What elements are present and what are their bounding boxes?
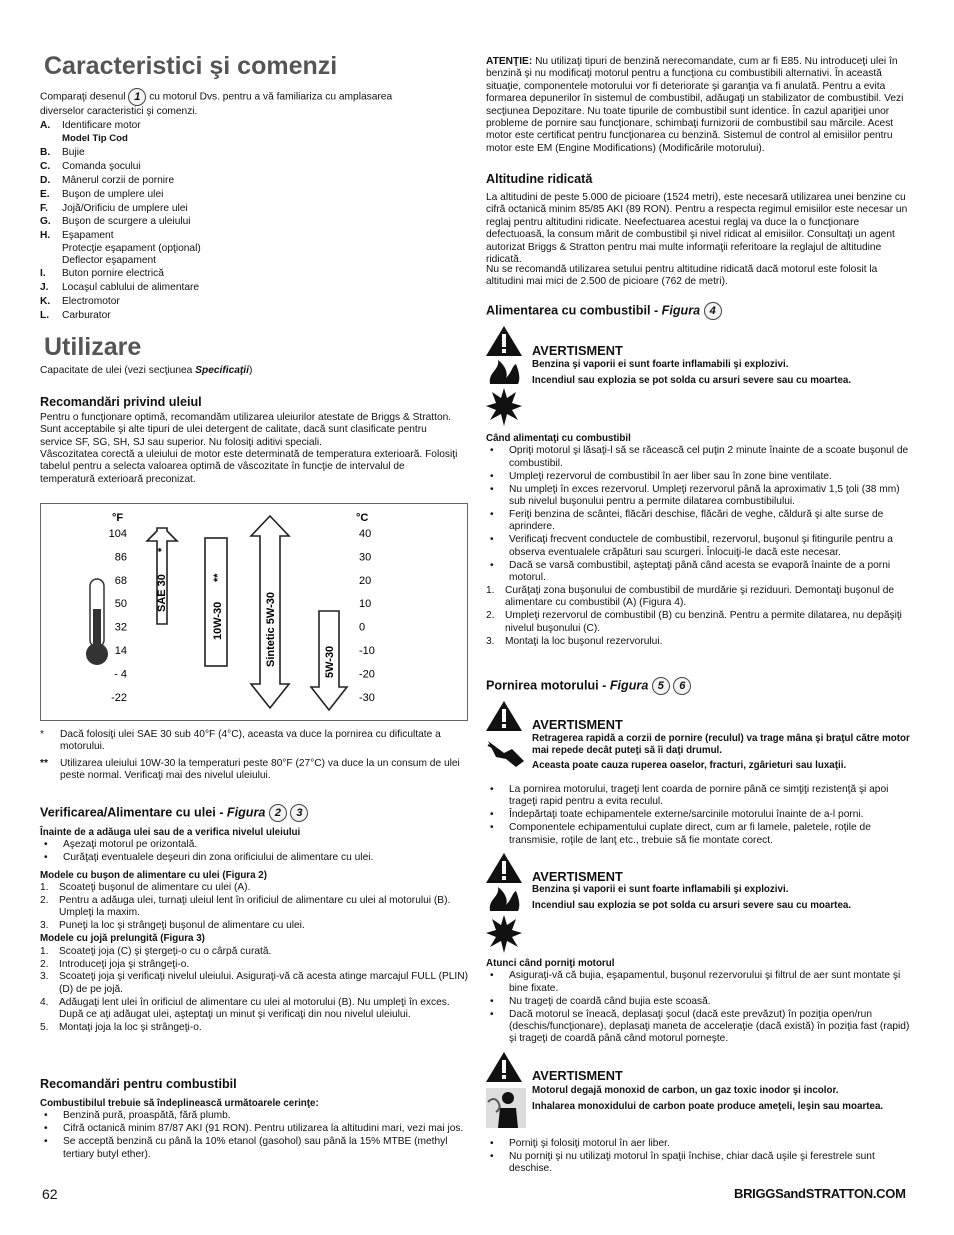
- parts-list-key: F.: [40, 202, 48, 214]
- parts-list-key: E.: [40, 188, 50, 200]
- oil-bar-10w30: [205, 538, 227, 666]
- oil-mark-10w30: **: [212, 573, 224, 582]
- fuel-warning-paragraph: ATENŢIE: Nu utilizaţi tipuri de benzină nerecomandate, cum ar fi E85. Nu introduceţi ulei în benzină şi nu modificaţi motorul pentru a funcţiona cu combustibili alternativi. În această situaţie, componentele motorului vor fi deteriorate şi garanţia va fi anulată. Pentru a evita formarea depunerilor în sistemul de combustibil, adăugaţi un stabilizator de combustibil. Vezi secţiunea Depozitare. Nu toate tipurile de combustibil sunt identice. În cazul apariţiei unor probleme de pornire sau funcţionare, schimbaţi furnizorii de combustibil sau mărcile. Acest motor este certificat pentru funcţionarea cu benzină. Sistemul de control al emisiilor pentru motor este EM (Engine Modifications) (Modificările motorului).: [486, 56, 904, 154]
- parts-list-key: D.: [40, 174, 51, 186]
- bullet-item-text: La pornirea motorului, trageţi lent coarda de pornire până ce simţiţi rezistenţă şi apoi trageţi rapid pentru a evita reculul.: [509, 784, 889, 808]
- parts-list-item: [40, 119, 201, 133]
- parts-list-sublabel: Model Tip Cod: [62, 132, 128, 144]
- figure-2-badge: 2: [269, 804, 287, 822]
- fueling-block: Când alimentaţi cu combustibil • Opriţi motorul şi lăsaţi-l să se răcească cel puţin 2 minute înainte de a scoate buşonul de combustibil. • Umpleţi rezervorul de combustibil în aer liber sau în zone bine ventilate. • Nu umpleţi în exces rezervorul. Umpleţi rezervorul până la aproximativ 1,5 ţoli (38 mm) sub nivelul buşonului pentru a permite dilatarea combustibilului. • Feriţi benzina de scântei, flăcări deschise, flăcări de veghe, căldură şi alte surse de aprindere. • Verificaţi frecvent conductele de combustibil, rezervorul, buşonul şi fitingurile pentru a observa eventualele crăpături sau scurgeri. Înlocuiţi-le dacă este necesar. • Dacă se varsă combustibil, aşteptaţi până când acesta se evaporă înainte de a porni motorul. 1. Curăţaţi zona buşonului de combustibil de murdărie şi reziduuri. Demontaţi buşonul de alimentare cu combustibil (A) (Figura 4). 2. Umpleţi rezervorul de combustibil (B) cu benzină. Pentru a permite dilatarea, nu depăşiţi nivelul buşonului (C). 3. Montaţi la loc buşonul rezervorului.: [486, 433, 916, 648]
- fuel-recommendations-heading: Recomandări pentru combustibil: [40, 1077, 237, 1091]
- bullet-item-text: Feriţi benzina de scântei, flăcări deschise, flăcări de veghe, căldură şi alte surse de aprindere.: [509, 508, 884, 533]
- bullet-item-text: Verificaţi frecvent conductele de combustibil, rezervorul, buşonul şi fitingurile pentru a observa eventualele crăpături sau scurgeri. Înlocuiţi-le dacă este necesar.: [509, 534, 893, 558]
- warning-icons-fuel: [486, 326, 526, 430]
- fire-icon: [486, 358, 522, 386]
- parts-list-key: B.: [40, 146, 51, 158]
- bullet-item: • Cifră octanică minim 87/87 AKI (91 RON). Pentru utilizarea la altitudini mari, vezi mai jos.: [40, 1123, 468, 1135]
- parts-list-item: [40, 202, 201, 216]
- bullet-item-text: Asiguraţi-vă că bujia, eşapamentul, buşonul rezervorului şi filtrul de aer sunt montate şi bine fixate.: [509, 970, 901, 994]
- viscosity-chart-svg: [41, 504, 467, 720]
- parts-list-label: Carburator: [62, 309, 111, 321]
- parts-list-label: Buşon de umplere ulei: [62, 188, 164, 200]
- bullet-item: • Verificaţi frecvent conductele de combustibil, rezervorul, buşonul şi fitingurile pentru a observa eventualele crăpături sau scurgeri. Înlocuiţi-le dacă este necesar.: [486, 534, 916, 559]
- parts-list-label: Electromotor: [62, 296, 120, 308]
- bullet-item: • Nu umpleţi în exces rezervorul. Umpleţi rezervorul până la aproximativ 1,5 ţoli (38 mm) sub nivelul buşonului pentru a permite dilatarea combustibilului.: [486, 484, 916, 509]
- parts-list-item: [40, 188, 201, 202]
- parts-list-item: [40, 267, 201, 281]
- step-item-text: Scoateţi joja (C) şi ştergeţi-o cu o cârpă curată.: [59, 945, 272, 957]
- step-item: 4. Adăugaţi lent ulei în orificiul de alimentare cu ulei al motorului (B). Nu umpleţi în exces. După ce aţi adăugat ulei, aşteptaţi un minut şi verificaţi din nou nivelul uleiului.: [40, 997, 468, 1022]
- axis-tick-label: 104: [108, 528, 127, 540]
- axis-tick-label: 14: [114, 645, 127, 657]
- explosion-icon: [486, 388, 522, 426]
- oil-mark-sae30: *: [156, 547, 168, 552]
- parts-list-label: Locaşul cablului de alimentare: [62, 282, 200, 294]
- step-item: 3. Puneţi la loc şi strângeţi buşonul de alimentare cu ulei.: [40, 920, 468, 932]
- oil-recommendations-heading: Recomandări privind uleiul: [40, 395, 202, 409]
- parts-list-sublabel: Deflector eşapament: [62, 255, 157, 267]
- warning-4-line-1: Motorul degajă monoxid de carbon, un gaz toxic inodor şi incolor.: [532, 1085, 839, 1096]
- bullet-item-text: Nu trageţi de coardă când bujia este scoasă.: [509, 995, 711, 1007]
- warning-2-line-1: Retragerea rapidă a corzii de pornire (reculul) va trage mâna şi braţul către motor mai repede decât puteţi să îi daţi drumul.: [532, 733, 910, 757]
- oil-capacity-note: Capacitate de ulei (vezi secţiunea Specificaţii): [40, 365, 253, 376]
- fueling-heading: Alimentarea cu combustibil - Figura 4: [486, 302, 722, 320]
- parts-list-key: G.: [40, 216, 51, 228]
- axis-tick-label: 30: [359, 551, 372, 564]
- warning-4-line-2: Inhalarea monoxidului de carbon poate produce ameţeli, leşin sau moartea.: [532, 1101, 884, 1112]
- axis-tick-label: - 4: [114, 668, 127, 681]
- high-altitude-heading: Altitudine ridicată: [486, 172, 593, 186]
- parts-list-item: [40, 174, 201, 188]
- parts-list-item: [40, 281, 201, 295]
- parts-list-item: [40, 215, 201, 229]
- bullet-item-text: Umpleţi rezervorul de combustibil în aer liber sau în zone bine ventilate.: [509, 470, 832, 482]
- warning-triangle-icon: [486, 1052, 522, 1082]
- thermometer-icon: [86, 579, 108, 665]
- oil-label-sae30: SAE 30: [156, 574, 168, 612]
- axis-tick-label: 20: [359, 574, 372, 587]
- warning-triangle-icon: [486, 701, 522, 731]
- bullet-item: • La pornirea motorului, trageţi lent coarda de pornire până ce simţiţi rezistenţă şi apoi trageţi rapid pentru a evita reculul.: [486, 784, 916, 809]
- parts-list-item: [40, 295, 201, 309]
- bullet-item: • Nu porniţi şi nu utilizaţi motorul în spaţii închise, chiar dacă uşile şi ferestrele sunt deschise.: [486, 1151, 916, 1176]
- brand-website: BRIGGSandSTRATTON.COM: [734, 1186, 906, 1201]
- warning-title-3: AVERTISMENT: [532, 869, 623, 884]
- figure-4-badge: 4: [704, 302, 722, 320]
- parts-list-label: Identificare motor: [62, 120, 141, 131]
- step-item: 2. Pentru a adăuga ulei, turnaţi uleiul lent în orificiul de alimentare cu ulei al motorului (B). Umpleţi la maxim.: [40, 895, 468, 920]
- fahrenheit-unit: °F: [112, 512, 124, 524]
- step-item-text: Umpleţi rezervorul de combustibil (B) cu benzină. Pentru a permite dilatarea, nu depăşiţi nivelul buşonului (C).: [505, 610, 902, 634]
- page-number: 62: [42, 1186, 58, 1202]
- step-item-text: Curăţaţi zona buşonului de combustibil de murdărie şi reziduuri. Demontaţi buşonul de alimentare cu combustibil (A) (Figura 4).: [505, 584, 895, 609]
- fuel-requirements-block: Combustibilul trebuie să îndeplinească următoarele cerinţe: • Benzină pură, proaspătă, fără plumb. • Cifră octanică minim 87/87 AKI (91 RON). Pentru utilizarea la altitudini mari, vezi mai jos. • Se acceptă benzină cu până la 10% etanol (gasohol) sau până la 15% MTBE (methyl tertiary butyl ether).: [40, 1098, 468, 1162]
- warning-icons-co: [486, 1052, 526, 1132]
- warning-title-2: AVERTISMENT: [532, 717, 623, 732]
- bullet-item-text: Componentele echipamentului cuplate direct, cum ar fi lamele, paletele, roţile de transmisie, roţile de lanţ etc., trebuie să fie montate corect.: [509, 822, 871, 846]
- axis-tick-label: -22: [111, 691, 127, 704]
- bullet-item-text: Dacă motorul se îneacă, deplasaţi şocul (dacă este prevăzut) în poziţia open/run (deschis/funcţionare), deplasaţi maneta de acceleraţie (dacă există) în poziţia fast (rapid) şi trageţi de coardă până când motorul porneşte.: [509, 1008, 910, 1045]
- step-item-text: Pentru a adăuga ulei, turnaţi uleiul lent în orificiul de alimentare cu ulei al motorului (B). Umpleţi la maxim.: [59, 895, 451, 919]
- parts-list: [40, 119, 201, 323]
- axis-tick-label: -10: [359, 645, 375, 657]
- parts-list-item: [40, 146, 201, 160]
- bullet-item: • Feriţi benzina de scântei, flăcări deschise, flăcări de veghe, căldură şi alte surse de aprindere.: [486, 509, 916, 534]
- chart-footnotes: * Dacă folosiţi ulei SAE 30 sub 40°F (4°C), aceasta va duce la pornirea cu dificultate a motorului. ** Utilizarea uleiului 10W-30 la temperaturi peste 80°F (27°C) va duce la un consum de ulei peste normal. Verificaţi mai des nivelul uleiului.: [40, 729, 460, 782]
- parts-list-key: C.: [40, 160, 51, 172]
- oil-label-5w30: 5W-30: [324, 645, 336, 678]
- bullet-item: • Nu trageţi de coardă când bujia este scoasă.: [486, 996, 916, 1008]
- parts-list-label: Mânerul corzii de pornire: [62, 174, 175, 186]
- section-title-operation: Utilizare: [44, 333, 142, 361]
- oil-bar-5w30: [311, 611, 347, 710]
- axis-tick-label: 0: [359, 621, 366, 634]
- figure-1-badge: 1: [128, 88, 146, 106]
- oil-bar-synthetic-5w30: [251, 516, 289, 708]
- bullet-item-text: Opriţi motorul şi lăsaţi-l să se răcească cel puţin 2 minute înainte de a scoate buşonul de combustibil.: [509, 445, 909, 469]
- warning-3-line-2: Incendiul sau explozia se pot solda cu arsuri severe sau cu moartea.: [532, 900, 852, 911]
- parts-list-sublabel: Protecţie eşapament (opţional): [62, 243, 201, 255]
- oil-bar-sae30: [147, 528, 177, 624]
- bullet-item: • Aşezaţi motorul pe orizontală.: [40, 839, 468, 851]
- step-item-text: Puneţi la loc şi strângeţi buşonul de alimentare cu ulei.: [59, 920, 305, 932]
- parts-list-key: J.: [40, 282, 49, 294]
- intro-paragraph: Comparaţi desenul 1 cu motorul Dvs. pentru a vă familiariza cu amplasarea diverselor caracteristici şi comenzi.: [40, 88, 460, 118]
- bullet-item-text: Nu porniţi şi nu utilizaţi motorul în spaţii închise, chiar dacă uşile şi ferestrele sunt deschise.: [509, 1150, 875, 1175]
- oil-label-10w30: 10W-30: [212, 601, 224, 640]
- step-item-text: Montaţi joja la loc şi strângeţi-o.: [59, 1022, 202, 1034]
- oil-paragraph-2: Vâscozitatea corectă a uleiului de motor este determinată de temperatura exterioară. Folosiţi tabelul pentru a selecta valoarea optimă de vâscozitate în funcţie de intervalul de temperatură exterioară preconizat.: [40, 449, 458, 485]
- bullet-item-text: Cifră octanică minim 87/87 AKI (91 RON). Pentru utilizarea la altitudini mari, vezi mai jos.: [63, 1123, 464, 1135]
- parts-list-label: Buşon de scurgere a uleiului: [62, 216, 191, 228]
- warning-icons-kickback: [486, 701, 526, 777]
- bullet-item-text: Îndepărtaţi toate echipamentele externe/sarcinile motorului înainte de a-l porni.: [509, 809, 864, 821]
- bullet-item: • Se acceptă benzină cu până la 10% etanol (gasohol) sau până la 15% MTBE (methyl tertiary butyl ether).: [40, 1136, 468, 1161]
- starting-heading: Pornirea motorului - Figura 5 6: [486, 677, 691, 695]
- oil-label-synthetic: Sintetic 5W-30: [265, 592, 277, 667]
- step-item: 2. Introduceţi joja şi strângeţi-o.: [40, 959, 468, 971]
- parts-list-key: K.: [40, 296, 51, 308]
- warning-1-line-2: Incendiul sau explozia se pot solda cu arsuri severe sau cu moartea.: [532, 375, 852, 386]
- warning-icons-fuel-2: [486, 853, 526, 957]
- bullet-item-text: Se acceptă benzină cu până la 10% etanol (gasohol) sau până la 15% MTBE (methyl tertiary butyl ether).: [63, 1136, 448, 1160]
- axis-tick-label: 50: [114, 598, 127, 611]
- step-item-text: Scoateţi buşonul de alimentare cu ulei (A).: [59, 882, 251, 894]
- step-item: 5. Montaţi joja la loc şi strângeţi-o.: [40, 1022, 468, 1034]
- warning-2-line-2: Aceasta poate cauza ruperea oaselor, fracturi, zgârieturi sau luxaţii.: [532, 760, 847, 771]
- figure-5-badge: 5: [652, 677, 670, 695]
- oil-check-block: Înainte de a adăuga ulei sau de a verifica nivelul uleiului • Aşezaţi motorul pe orizontală. • Curăţaţi eventualele deşeuri din zona orificiului de alimentare cu ulei. Modele cu buşon de alimentare cu ulei (Figura 2) 1. Scoateţi buşonul de alimentare cu ulei (A). 2. Pentru a adăuga ulei, turnaţi uleiul lent în orificiul de alimentare cu ulei al motorului (B). Umpleţi la maxim. 3. Puneţi la loc şi strângeţi buşonul de alimentare cu ulei. Modele cu jojă prelungită (Figura 3) 1. Scoateţi joja (C) şi ştergeţi-o cu o cârpă curată. 2. Introduceţi joja şi strângeţi-o. 3. Scoateţi joja şi verificaţi nivelul uleiului. Asiguraţi-vă că acesta atinge marcajul FULL (PLIN) (D) de pe jojă. 4. Adăugaţi lent ulei în orificiul de alimentare cu ulei al motorului (B). Nu umpleţi în exces. După ce aţi adăugat ulei, aşteptaţi un minut şi verificaţi din nou nivelul uleiului. 5. Montaţi joja la loc şi strângeţi-o.: [40, 827, 469, 1034]
- step-item: 1. Scoateţi joja (C) şi ştergeţi-o cu o cârpă curată.: [40, 946, 468, 958]
- step-item-text: Montaţi la loc buşonul rezervorului.: [505, 635, 663, 647]
- warning-triangle-icon: [486, 326, 522, 356]
- toxic-gas-icon: [486, 1088, 526, 1128]
- step-item-text: Scoateţi joja şi verificaţi nivelul uleiului. Asiguraţi-vă că acesta atinge marcajul FULL (PLIN) (D) de pe jojă.: [59, 971, 469, 995]
- warning-title-1: AVERTISMENT: [532, 343, 623, 358]
- carbon-monoxide-bullets: [486, 1138, 916, 1176]
- figure-3-badge: 3: [290, 804, 308, 822]
- parts-list-label: Comanda şocului: [62, 160, 141, 172]
- parts-list-key: H.: [40, 230, 51, 242]
- section-title-features: Caracteristici şi comenzi: [44, 52, 338, 80]
- starting-bullets-1: [486, 784, 916, 848]
- warning-1-line-1: Benzina şi vaporii ei sunt foarte inflamabili şi explozivi.: [532, 359, 789, 370]
- step-item: 3. Scoateţi joja şi verificaţi nivelul uleiului. Asiguraţi-vă că acesta atinge marcajul FULL (PLIN) (D) de pe jojă.: [40, 971, 469, 995]
- warning-3-line-1: Benzina şi vaporii ei sunt foarte inflamabili şi explozivi.: [532, 884, 789, 895]
- celsius-ticks: [359, 528, 375, 704]
- parts-list-label: Buton pornire electrică: [62, 268, 164, 280]
- parts-list-label: Bujie: [62, 146, 85, 158]
- parts-list-key: L.: [40, 309, 50, 321]
- bullet-item: • Benzină pură, proaspătă, fără plumb.: [40, 1110, 468, 1122]
- step-item: 1. Curăţaţi zona buşonului de combustibil de murdărie şi reziduuri. Demontaţi buşonul de alimentare cu combustibil (A) (Figura 4).: [486, 585, 916, 610]
- starting-block-2: Atunci când porniţi motorul • Asiguraţi-vă că bujia, eşapamentul, buşonul rezervorului şi filtrul de aer sunt montate şi bine fixate. • Nu trageţi de coardă când bujia este scoasă. • Dacă motorul se îneacă, deplasaţi şocul (dacă este prevăzut) în poziţia open/run (deschis/funcţionare), deplasaţi maneta de acceleraţie (dacă există) în poziţia fast (rapid) şi trageţi de coardă până când motorul porneşte.: [486, 958, 916, 1046]
- parts-list-item: [40, 160, 201, 174]
- axis-tick-label: -30: [359, 691, 375, 704]
- bullet-item: • Umpleţi rezervorul de combustibil în aer liber sau în zone bine ventilate.: [486, 471, 916, 483]
- bullet-item: • Porniţi şi folosiţi motorul în aer liber.: [486, 1138, 916, 1150]
- bullet-item: • Curăţaţi eventualele deşeuri din zona orificiului de alimentare cu ulei.: [40, 852, 468, 864]
- axis-tick-label: -20: [359, 668, 375, 681]
- oil-paragraph-1: Pentru o funcţionare optimă, recomandăm utilizarea uleiurilor atestate de Briggs & Stratton. Sunt acceptabile şi alte tipuri de ulei detergent de calitate, dacă sunt clasificate pentru service SF, SG, SH, SJ sau superior. Nu folosiţi aditivi speciali.: [40, 412, 452, 448]
- figure-6-badge: 6: [673, 677, 691, 695]
- high-altitude-paragraph-1: La altitudini de peste 5.000 de picioare (1524 metri), este necesară utilizarea unei benzine cu cifră octanică minim 85/85 AKI (89 RON). Pentru a respecta regimul emisiilor este necesar un reglaj pentru altitudini ridicate. Neefectuarea acestui reglaj va duce la o funcţionare defectuoasă, la consum mărit de combustibil şi nivel ridicat al emisiilor. Consultaţi un agent autorizat Briggs & Stratton pentru mai multe informaţii referitoare la reglajul de altitudine ridicată.: [486, 192, 908, 266]
- celsius-unit: °C: [356, 512, 369, 524]
- fahrenheit-ticks: [109, 528, 127, 704]
- parts-list-item: [40, 229, 201, 243]
- step-item: 1. Scoateţi buşonul de alimentare cu ulei (A).: [40, 882, 468, 894]
- oil-check-heading: Verificarea/Alimentare cu ulei - Figura 2 3: [40, 804, 308, 822]
- bullet-item-text: Benzină pură, proaspătă, fără plumb.: [63, 1110, 231, 1122]
- step-item: 2. Umpleţi rezervorul de combustibil (B) cu benzină. Pentru a permite dilatarea, nu depăşiţi nivelul buşonului (C).: [486, 610, 916, 635]
- bullet-item: • Opriţi motorul şi lăsaţi-l să se răcească cel puţin 2 minute înainte de a scoate buşonul de combustibil.: [486, 445, 916, 470]
- bullet-item-text: Curăţaţi eventualele deşeuri din zona orificiului de alimentare cu ulei.: [63, 852, 374, 864]
- axis-tick-label: 68: [114, 574, 127, 587]
- oil-viscosity-chart: [40, 503, 468, 721]
- parts-list-key: A.: [40, 120, 51, 131]
- step-item: 3. Montaţi la loc buşonul rezervorului.: [486, 636, 916, 648]
- warning-triangle-icon: [486, 853, 522, 883]
- bullet-item: • Dacă se varsă combustibil, aşteptaţi până când acesta se evaporă înainte de a porni motorul.: [486, 560, 916, 585]
- bullet-item-text: Dacă se varsă combustibil, aşteptaţi până când acesta se evaporă înainte de a porni motorul.: [509, 559, 891, 583]
- explosion-icon: [486, 915, 522, 953]
- warning-title-4: AVERTISMENT: [532, 1068, 623, 1083]
- axis-tick-label: 86: [114, 551, 127, 564]
- parts-list-label: Jojă/Orificiu de umplere ulei: [62, 202, 188, 214]
- step-item-text: Adăugaţi lent ulei în orificiul de alimentare cu ulei al motorului (B). Nu umpleţi în exces. După ce aţi adăugat ulei, aşteptaţi un minut şi verificaţi din nou nivelul uleiului.: [59, 996, 450, 1021]
- axis-tick-label: 32: [114, 621, 127, 634]
- rope-kickback-icon: [488, 741, 524, 767]
- axis-tick-label: 10: [359, 598, 372, 611]
- axis-tick-label: 40: [359, 528, 372, 540]
- parts-list-item: [40, 309, 201, 323]
- bullet-item: • Îndepărtaţi toate echipamentele externe/sarcinile motorului înainte de a-l porni.: [486, 809, 916, 821]
- high-altitude-paragraph-2: Nu se recomandă utilizarea setului pentru altitudine ridicată dacă motorul este folosit la altitudini mai mici de 2.500 de picioare (762 de metri).: [486, 264, 878, 288]
- parts-list-label: Eşapament: [62, 230, 114, 242]
- parts-list-key: I.: [40, 268, 46, 280]
- step-item-text: Introduceţi joja şi strângeţi-o.: [59, 958, 190, 970]
- bullet-item: • Componentele echipamentului cuplate direct, cum ar fi lamele, paletele, roţile de transmisie, roţile de lanţ etc., trebuie să fie montate corect.: [486, 822, 916, 847]
- bullet-item-text: Aşezaţi motorul pe orizontală.: [63, 839, 198, 851]
- bullet-item: • Asiguraţi-vă că bujia, eşapamentul, buşonul rezervorului şi filtrul de aer sunt montate şi bine fixate.: [486, 970, 916, 995]
- bullet-item-text: Porniţi şi folosiţi motorul în aer liber.: [509, 1138, 670, 1149]
- bullet-item: • Dacă motorul se îneacă, deplasaţi şocul (dacă este prevăzut) în poziţia open/run (deschis/funcţionare), deplasaţi maneta de acceleraţie (dacă există) în poziţia fast (rapid) şi trageţi de coardă până când motorul porneşte.: [486, 1009, 916, 1046]
- fire-icon: [490, 887, 520, 911]
- bullet-item-text: Nu umpleţi în exces rezervorul. Umpleţi rezervorul până la aproximativ 1,5 ţoli (38 mm) sub nivelul buşonului pentru a permite dilatarea combustibilului.: [509, 483, 900, 508]
